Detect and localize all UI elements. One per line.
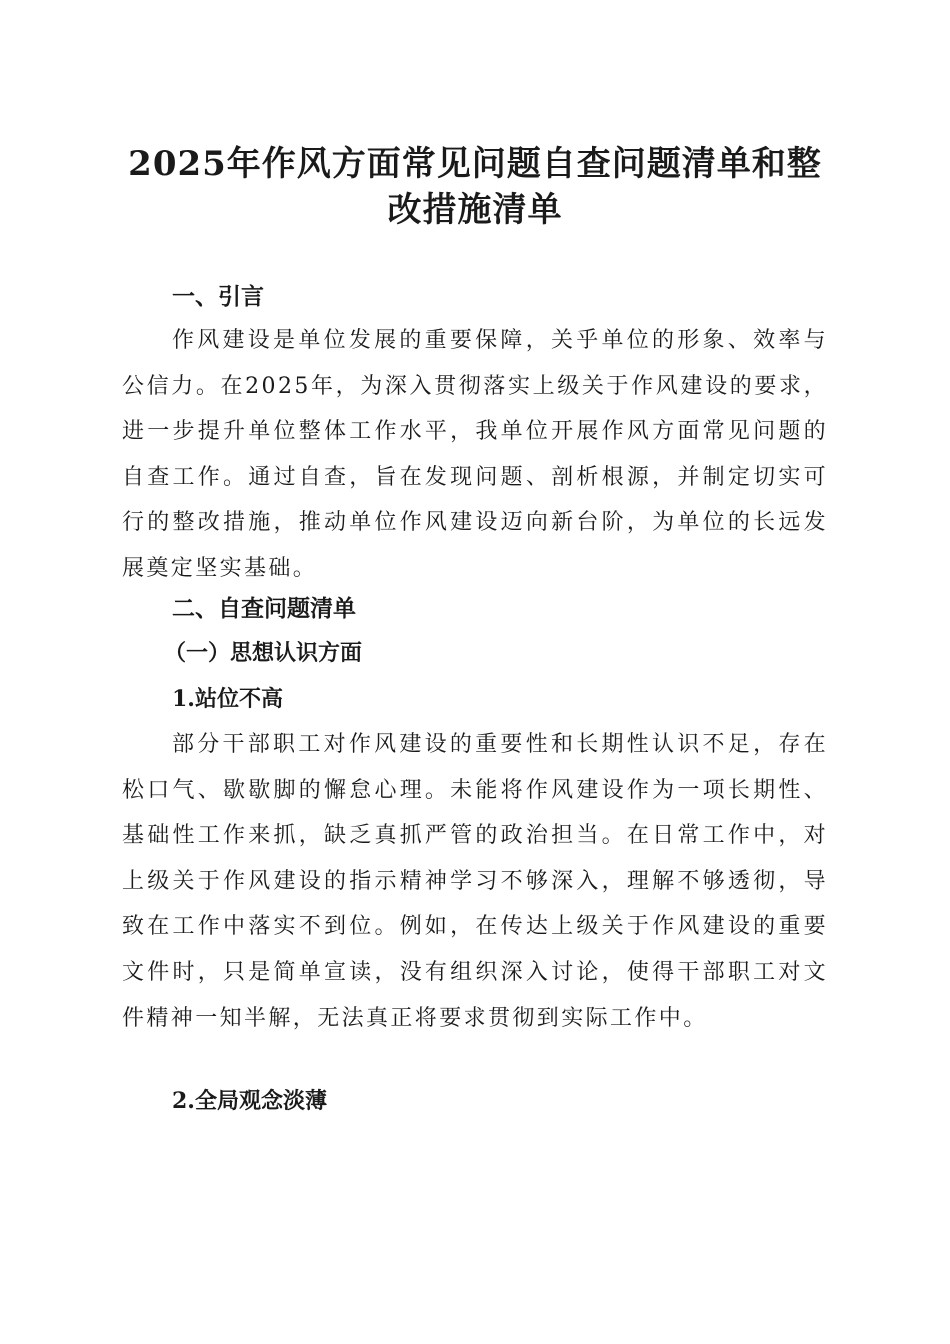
item-heading-2: 2.全局观念淡薄 xyxy=(172,1088,327,1114)
introduction-paragraph: 作风建设是单位发展的重要保障，关乎单位的形象、效率与公信力。在2025年，为深入贯彻落实上级关于作风建设的要求，进一步提升单位整体工作水平，我单位开展作风方面常见问题的自查工作。通过自查，旨在发现问题、剖析根源，并制定切实可行的整改措施，推动单位作风建设迈向新台阶，为单位的长远发展奠定坚实基础。 xyxy=(122,328,828,581)
document-title-line-1: 2025年作风方面常见问题自查问题清单和整 xyxy=(128,144,822,184)
item-heading-1: 1.站位不高 xyxy=(172,686,283,712)
document-title-line-2: 改措施清单 xyxy=(387,190,563,230)
section-heading-introduction: 一、引言 xyxy=(172,284,264,310)
item-1-paragraph: 部分干部职工对作风建设的重要性和长期性认识不足，存在松口气、歇歇脚的懈怠心理。未能将作风建设作为一项长期性、基础性工作来抓，缺乏真抓严管的政治担当。在日常工作中，对上级关于作风建设的指示精神学习不够深入，理解不够透彻，导致在工作中落实不到位。例如，在传达上级关于作风建设的重要文件时，只是简单宣读，没有组织深入讨论，使得干部职工对文件精神一知半解，无法真正将要求贯彻到实际工作中。 xyxy=(122,732,828,1031)
section-heading-self-check-list: 二、自查问题清单 xyxy=(172,596,356,622)
subsection-heading-ideological: （一）思想认识方面 xyxy=(164,640,363,666)
